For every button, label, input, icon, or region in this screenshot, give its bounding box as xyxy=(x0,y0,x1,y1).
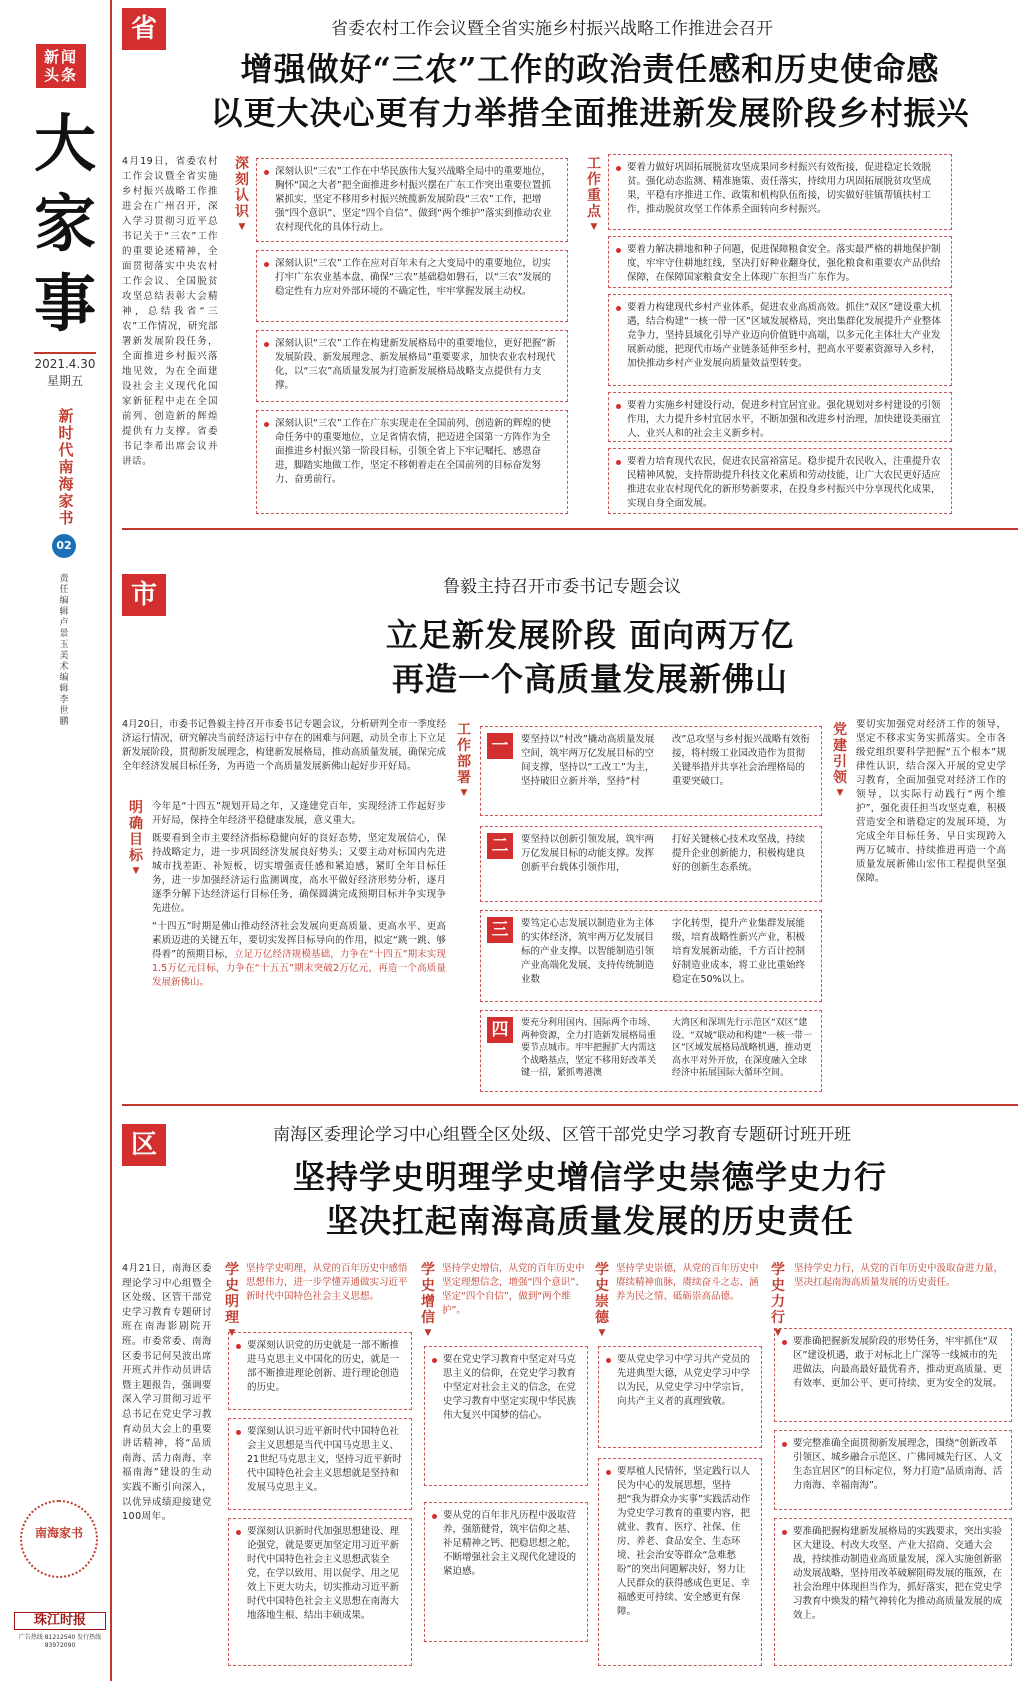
col-item: 要在党史学习教育中坚定对马克思主义的信仰，在党史学习教育中坚定对社会主义的信念，在党史学习教育中坚定实现中华民族伟大复兴中国梦的信心。 xyxy=(424,1346,588,1486)
newspaper-hotlines: 广告热线 81212540 发行热线 83972090 xyxy=(18,1634,102,1649)
party-text: 要切实加强党对经济工作的领导，坚定不移求实务实抓落实。全市各级党组织要科学把握“五个根本”规律性认识，结合深入开展的党史学习教育，全面加强党对经济工作的领导，以实际行动践行“两个维护”，强化责任担当攻坚克难，积极营造安全和谐稳定的发展环境，为完成全年目标任务、早日实现跨入两万亿城市、持续推进再造一个高质量发展新佛山宏伟工程提供坚强保障。 xyxy=(856,719,1006,884)
news-badge: 新闻头条 xyxy=(36,44,86,88)
col-item: 要准确把握新发展阶段的形势任务，牢牢抓住“双区”建设机遇，敢于对标北上广深等一线城市的先进做法，向最高最好最优看齐，推动更高质量、更有效率、更加公平、更可持续、更为安全的发展。 xyxy=(774,1328,1012,1422)
left-item: 深刻认识“三农”工作在应对百年未有之大变局中的重要地位，切实打牢广东农业基本盘，确保“三农”基础稳如磐石，以“三农”发展的稳定性有力应对外部环境的不确定性，牢牢掌握发展主动权。 xyxy=(256,250,568,322)
deployment-item xyxy=(480,1010,822,1092)
headline-line1: 增强做好“三农”工作的政治责任感和历史使命感 xyxy=(240,50,940,88)
headline-line1: 立足新发展阶段 面向两万亿 xyxy=(385,616,795,654)
tag-clear-goals: 明确目标 ▼ xyxy=(128,800,144,878)
goal-paragraph xyxy=(152,800,446,990)
tag-deep-understanding: 深刻认识 ▼ xyxy=(234,156,250,234)
item-text-b: 改”总攻坚与乡村振兴战略有效衔接，将村级工业园改造作为贯彻关键举措并共享社会治理格局的重要突破口。 xyxy=(672,734,810,787)
family-letter-seal-icon: 南海家书 xyxy=(20,1500,98,1578)
right-item: 要着力做好巩固拓展脱贫攻坚成果同乡村振兴有效衔接，促进稳定长效脱贫。强化动态监测、精准施策、责任落实，持续用力巩固拓展脱贫攻坚成果，平稳有序推进工作、政策和机构队伍衔接，切实做好驻镇帮镇扶村工作，推动脱贫攻坚工作体系全面转向乡村振兴。 xyxy=(608,154,952,230)
item-number: 一 xyxy=(487,733,513,759)
headline-line2: 坚决扛起南海高质量发展的历史责任 xyxy=(325,1202,854,1240)
right-item: 要着力解决耕地和种子问题，促进保障粮食安全。落实最严格的耕地保护制度，牢牢守住耕地红线，坚决打好种业翻身仗，强化粮食和重要农产品供给保障，在保障国家粮食安全上体现广东担当广东作为。 xyxy=(608,236,952,288)
kicker: 南海区委理论学习中心组暨全区处级、区管干部党史学习教育专题研讨班开班 xyxy=(273,1125,851,1145)
col-lead: 坚持学史力行，从党的百年历史中汲取奋进力量，坚决扛起南海高质量发展的历史责任。 xyxy=(794,1263,1004,1288)
right-item: 要着力培育现代农民，促进农民富裕富足。稳步提升农民收入，注重提升农民精神风貌，支持帮助提升科技文化素质和劳动技能，让广大农民更好适应推进农业农村现代化的新形势新要求，在投身乡村振兴中分享现代化成果，实现自身全面发展。 xyxy=(608,448,952,514)
item-columns xyxy=(521,833,813,875)
item-columns xyxy=(521,917,813,987)
goal-p1: 今年是“十四五”规划开局之年，又逢建党百年，实现经济工作起好步开好局，保持全年经济平稳健康发展，意义重大。 xyxy=(152,801,446,826)
right-item: 要着力构建现代乡村产业体系，促进农业高质高效。抓住“双区”建设重大机遇，结合构建“一核一带一区”区域发展格局，突出集群化发展提升产业整体竞争力，坚持县域化引导产业迈向价值链中高端，以多元化主体壮大产业发展新动能，把现代市场产业链条延伸至乡村，把高水平要素资源导入乡村，加快推动乡村产业发展向质量效益型转变。 xyxy=(608,294,952,386)
deployment-item xyxy=(480,910,822,1002)
page-number: 02 xyxy=(52,534,76,558)
section-province xyxy=(122,8,1018,526)
item-text-a: 要笃定心志发展以制造业为主体的实体经济，筑牢两万亿发展目标的产业支撑。以智能制造引领产业高端化发展，支持传统制造业数 xyxy=(521,918,655,985)
col-item: 要准确把握构建新发展格局的实践要求，突出实验区大建设、村改大攻坚、产业大招商、交通大会战，持续推动制造业高质量发展，深入实施创新驱动发展战略，坚持用改革破解阻碍发展的瓶颈，在社会治理中体现担当作为，抓好落实，把在党史学习教育中焕发的精气神转化为推动高质量发展的成效上。 xyxy=(774,1518,1012,1666)
item-number: 四 xyxy=(487,1017,513,1043)
column-title: 大家事 xyxy=(34,107,97,340)
item-text-b: 打好关键核心技术攻坚战，持续提升企业创新能力，积极构建良好的创新生态系统。 xyxy=(672,834,806,873)
item-text-a: 要坚持以创新引领发展，筑牢两万亿发展目标的动能支撑。发挥创新平台载体引领作用， xyxy=(521,834,655,873)
headline-line2: 再造一个高质量发展新佛山 xyxy=(391,660,788,698)
col-item: 要深刻认识新时代加强思想建设、理论强党，就是要更加坚定用习近平新时代中国特色社会主义思想武装全党，在学以致用、用以促学、用之见效上下更大功夫，切实推动习近平新时代中国特色社会主义思想在南海大地落地生根、结出丰硕成果。 xyxy=(228,1518,412,1666)
right-item: 要着力实施乡村建设行动，促进乡村宜居宜业。强化规划对乡村建设的引领作用，大力提升乡村宜居水平，不断加强和改进乡村治理，加快建设美丽宜人、业兴人和的社会主义新乡村。 xyxy=(608,392,952,442)
col-lead: 坚持学史增信，从党的百年历史中坚定理想信念，增强“四个意识”、坚定“四个自信”，做到“两个维护”。 xyxy=(442,1263,585,1316)
col-item: 要从党的百年非凡历程中汲取营养，强筋健骨，筑牢信仰之基、补足精神之钙、把稳思想之舵，不断增强社会主义现代化建设的紧迫感。 xyxy=(424,1502,588,1642)
item-number: 三 xyxy=(487,917,513,943)
headline-line1: 坚持学史明理学史增信学史崇德学史力行 xyxy=(292,1158,887,1196)
goal-p3-text: “十四五”时期是佛山推动经济社会发展向更高质量、更高水平、更高素质迈进的关键五年，要切实发挥目标导向的作用，拟定“跳一跳、够得着”的预期目标， xyxy=(152,921,446,960)
tag-learn-history-reason: 学史明理 ▼ xyxy=(224,1262,240,1340)
tag-learn-history-faith: 学史增信 ▼ xyxy=(420,1262,436,1340)
section-divider xyxy=(122,1104,1018,1106)
tag-work-deployment: 工作部署 ▼ xyxy=(456,722,472,800)
intro-text: 4月19日，省委农村工作会议暨全省实施乡村振兴战略工作推进会在广州召开，深入学习贯彻习近平总书记关于“三农”工作的重要论述精神，全面贯彻落实中央农村工作会议、全国脱贫攻坚总结表彰大会精神，总结我省“三农”工作情况，研究部署新发展阶段任务，全面推进乡村振兴落地见效，为在全面建设社会主义现代化国家新征程中走在全国前列、创造新的辉煌提供有力支撑。省委书记李希出席会议并讲话。 xyxy=(122,156,218,467)
left-item: 深刻认识“三农”工作在中华民族伟大复兴战略全局中的重要地位，胸怀“国之大者”把全面推进乡村振兴摆在广东工作突出重要位置抓紧抓实，坚定不移用乡村振兴统揽新发展阶段“三农”工作，把增强“四个意识”、坚定“四个自信”、做到“两个维护”落实到推动农业农村现代化的具体行动上。 xyxy=(256,158,568,242)
deployment-item xyxy=(480,726,822,816)
item-columns xyxy=(521,1017,813,1080)
item-text-b: 大湾区和深圳先行示范区“双区”建设、“双城”联动和构建“一核一带一区”区域发展格局战略机遇，推动更高水平对外开放，在深度融入全球经济中拓展国际大循环空间。 xyxy=(672,1018,812,1078)
tag-learn-history-virtue: 学史崇德 ▼ xyxy=(594,1262,610,1340)
item-text-a: 要充分利用国内、国际两个市场、两种资源，全力打造新发展格局重要节点城市。牢牢把握扩大内需这个战略基点，坚定不移用好改革关键一招，紧抓粤港澳 xyxy=(521,1018,657,1078)
goal-p3 xyxy=(152,920,446,990)
newspaper-logo: 珠江时报 xyxy=(14,1612,106,1630)
item-number: 二 xyxy=(487,833,513,859)
kicker: 鲁毅主持召开市委书记专题会议 xyxy=(443,577,681,597)
left-item: 深刻认识“三农”工作在构建新发展格局中的重要地位，更好把握“新发展阶段、新发展理念、新发展格局”重要要求，加快农业农村现代化，以“三农”高质量发展为打造新发展格局战略支点提供有力支撑。 xyxy=(256,330,568,402)
section-divider xyxy=(122,528,1018,530)
section-label: 市 xyxy=(122,574,166,616)
tag-party-leadership: 党建引领 ▼ xyxy=(832,722,848,800)
goal-p2: 既要看到全市主要经济指标稳健向好的良好态势，坚定发展信心，保持战略定力，进一步巩固经济发展良好势头；又要主动对标国内先进城市找差距、补短板，切实增强责任感和紧迫感，紧盯全年目标任务，进一步加强经济运行监测调度，高水平做好经济形势分析，逐月逐季分解下达经济运行目标任务，确保圆满完成预期目标并争实现争先进位。 xyxy=(152,833,446,914)
col-lead: 坚持学史崇德，从党的百年历史中赓续精神血脉，赓续奋斗之志、涵养为民之情、砥砺崇高品德。 xyxy=(616,1263,759,1302)
tag-learn-history-action: 学史力行 ▼ xyxy=(770,1262,786,1340)
col-item: 要厚植人民情怀，坚定践行以人民为中心的发展思想，坚持把“我为群众办实事”实践活动作为党史学习教育的重要内容，把就业、教育、医疗、社保、住房、养老、食品安全、生态环境、社会治安等群众“急难愁盼”的突出问题解决好，努力让人民群众的获得感成色更足、幸福感更可持续、安全感更有保障。 xyxy=(598,1458,762,1666)
goal-p3-highlight: 立足万亿经济规模基础，力争在“十四五”期末实现1.5万亿元目标，力争在“十五五”期末突破2万亿元，再造一个高质量发展新佛山。 xyxy=(152,949,446,988)
col-item: 要深刻认识习近平新时代中国特色社会主义思想是当代中国马克思主义、21世纪马克思主义，坚持习近平新时代中国特色社会主义思想就是坚持和发展马克思主义。 xyxy=(228,1418,412,1510)
item-columns xyxy=(521,733,813,789)
series-title: 新时代南海家书 xyxy=(58,407,74,527)
col-item: 要深刻认识党的历史就是一部不断推进马克思主义中国化的历史，就是一部不断推进理论创新、进行理论创造的历史。 xyxy=(228,1332,412,1410)
intro-text: 4月20日，市委书记鲁毅主持召开市委书记专题会议，分析研判全市一季度经济运行情况，研究解决当前经济运行中存在的困难与问题，动员全市上下立足新发展阶段，贯彻新发展理念，构建新发展格局，推动高质量发展，确保完成全年经济发展目标任务，为再造一个高质量发展新佛山起好步开好局。 xyxy=(122,719,446,772)
col-item: 要完整准确全面贯彻新发展理念，围绕“创新改革引领区、城乡融合示范区、广佛同城先行区、人文生态宜居区”的目标定位，努力打造“品质南海、活力南海、幸福南海”。 xyxy=(774,1430,1012,1510)
headline-line2: 以更大决心更有力举措全面推进新发展阶段乡村振兴 xyxy=(210,94,970,132)
tag-work-focus: 工作重点 ▼ xyxy=(586,156,602,234)
col-lead: 坚持学史明理，从党的百年历史中感悟思想伟力，进一步学懂弄通做实习近平新时代中国特色社会主义思想。 xyxy=(246,1263,408,1302)
left-item: 深刻认识“三农”工作在广东实现走在全国前列、创造新的辉煌的使命任务中的重要地位，立足省情农情，把迈进全国第一方阵作为全面推进乡村振兴第一阶段目标，引领全省上下牢记嘱托、感恩奋进，脚踏实地做工作，坚定不移朝着走在全国前列的目标奋发努力、奋勇前行。 xyxy=(256,410,568,514)
kicker: 省委农村工作会议暨全省实施乡村振兴战略工作推进会召开 xyxy=(331,19,773,39)
issue-date xyxy=(34,352,96,390)
section-label: 区 xyxy=(122,1124,166,1166)
weekday-text: 星期五 xyxy=(46,374,83,388)
sidebar xyxy=(0,0,112,1681)
item-text-a: 要坚持以“村改”撬动高质量发展空间，筑牢两万亿发展目标的空间支撑，坚持以“工改工”为主，坚持破旧立新并举，坚持“村 xyxy=(521,734,655,787)
intro-text: 4月21日，南海区委理论学习中心组暨全区处级、区管干部党史学习教育专题研讨班在南海影剧院开班。市委常委、南海区委书记何昊波出席开班式并作动员讲话暨主题报告，强调要深入学习贯彻习近平总书记在党史学习教育动员大会上的重要讲话精神，将“品质南海、活力南海、幸福南海”建设的生动实践不断引向深入，以优异成绩迎接建党100周年。 xyxy=(122,1263,213,1523)
section-label: 省 xyxy=(122,8,166,50)
section-city xyxy=(122,574,1018,1094)
item-text-b: 字化转型，提升产业集群发展能级，培育战略性新兴产业，积极培育发展新动能，千方百计控制好制造业成本，将工业比重始终稳定在50%以上。 xyxy=(672,918,806,985)
section-district xyxy=(122,1124,1018,1674)
editor-credits: 责任编辑 卢景玉 美术编辑 李世鹏 xyxy=(59,574,69,727)
col-item: 要从党史学习中学习共产党员的先进典型大德，从党史学习中学以为民，从党史学习中学宗旨，向共产主义者的真理致敬。 xyxy=(598,1346,762,1448)
deployment-item xyxy=(480,826,822,902)
date-text: 2021.4.30 xyxy=(34,357,96,371)
